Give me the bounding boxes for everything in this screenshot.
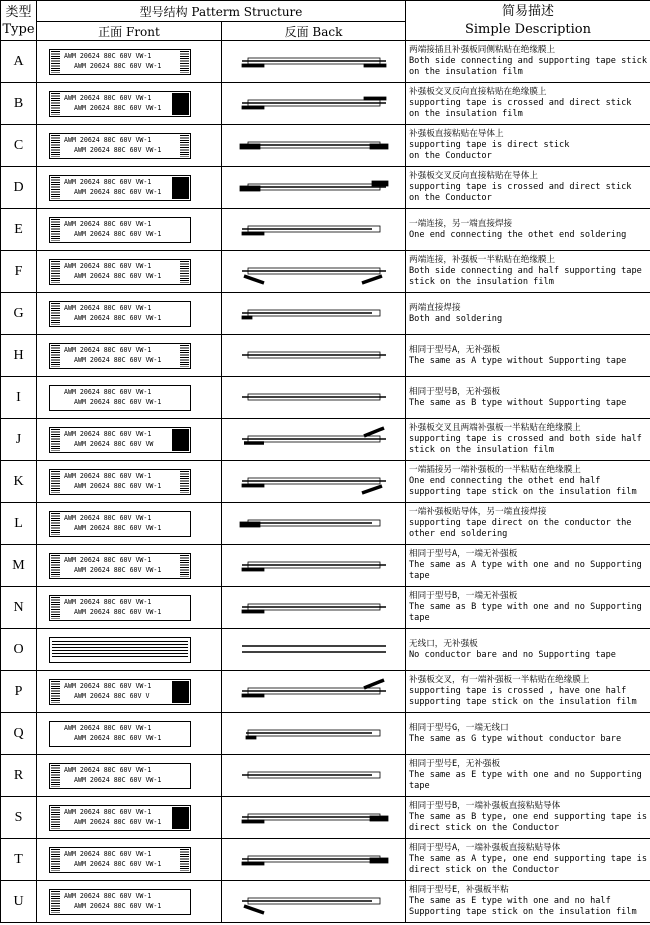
type-code: S bbox=[1, 797, 37, 839]
ffc-front-drawing bbox=[49, 217, 191, 243]
front-view-cell bbox=[37, 629, 222, 671]
description-header-cn: 简易描述 bbox=[501, 3, 554, 19]
ffc-front-drawing bbox=[49, 259, 191, 285]
ffc-front-drawing bbox=[49, 175, 191, 201]
back-diagram bbox=[222, 419, 405, 460]
description-line: 两端接插且补强板同侧粘贴在绝缘膜上 bbox=[409, 45, 556, 55]
type-code: A bbox=[1, 41, 37, 83]
description-line: The same as A type with one and no Supporting bbox=[409, 560, 642, 570]
ffc-front-drawing bbox=[49, 91, 191, 117]
back-view-cell bbox=[222, 503, 406, 545]
ffc-marking-line-2: AWM 20624 80C 60V VW-1 bbox=[74, 314, 162, 322]
description-line: The same as B type, one end supporting tape is bbox=[409, 812, 647, 822]
front-view-cell bbox=[37, 713, 222, 755]
back-view-cell bbox=[222, 41, 406, 83]
table-row bbox=[1, 587, 650, 629]
ffc-marking-line-2: AWM 20624 80C 60V VW-1 bbox=[74, 566, 162, 574]
table-row bbox=[1, 671, 650, 713]
back-diagram bbox=[222, 167, 405, 208]
description-cell bbox=[406, 629, 650, 671]
description-cell bbox=[406, 335, 650, 377]
back-diagram bbox=[222, 839, 405, 880]
back-diagram bbox=[222, 587, 405, 628]
table-row bbox=[1, 167, 650, 209]
ffc-marking-line-2: AWM 20624 80C 60V VW-1 bbox=[74, 272, 162, 280]
back-view-cell bbox=[222, 125, 406, 167]
description-header bbox=[406, 1, 650, 41]
contact-stripes-left bbox=[51, 345, 60, 367]
back-diagram bbox=[222, 293, 405, 334]
ffc-front-drawing bbox=[49, 511, 191, 537]
contact-stripes-left bbox=[51, 177, 60, 199]
description-line: 相同于型号B，一端无补强板 bbox=[409, 591, 518, 601]
ffc-front-drawing bbox=[49, 427, 191, 453]
ffc-marking-line-1: AWM 20624 80C 60V VW-1 bbox=[64, 724, 152, 732]
table-row bbox=[1, 209, 650, 251]
description-line: supporting tape is crossed and both side half bbox=[409, 434, 642, 444]
ffc-front-drawing bbox=[49, 133, 191, 159]
front-view-cell bbox=[37, 41, 222, 83]
table-row bbox=[1, 629, 650, 671]
ffc-marking-line-1: AWM 20624 80C 60V VW-1 bbox=[64, 682, 152, 690]
description-line: 补强板交叉反向直接粘贴在绝缘膜上 bbox=[409, 87, 547, 97]
description-line: supporting tape is crossed and direct stick bbox=[409, 182, 632, 192]
type-code: K bbox=[1, 461, 37, 503]
back-view-cell bbox=[222, 335, 406, 377]
ffc-front-drawing bbox=[49, 721, 191, 747]
front-header: 正面 Front bbox=[37, 22, 222, 41]
contact-stripes-left bbox=[51, 471, 60, 493]
table-row bbox=[1, 125, 650, 167]
back-diagram bbox=[222, 335, 405, 376]
ffc-front-drawing bbox=[49, 679, 191, 705]
ffc-marking-line-2: AWM 20624 80C 60V VW-1 bbox=[74, 524, 162, 532]
contact-stripes-left bbox=[51, 513, 60, 535]
contact-stripes-left bbox=[51, 597, 60, 619]
back-view-cell bbox=[222, 797, 406, 839]
back-diagram bbox=[222, 83, 405, 124]
ffc-marking-line-2: AWM 20624 80C 60V VW-1 bbox=[74, 398, 162, 406]
back-diagram bbox=[222, 251, 405, 292]
description-cell bbox=[406, 419, 650, 461]
table-row bbox=[1, 461, 650, 503]
ffc-marking-line-1: AWM 20624 80C 60V VW-1 bbox=[64, 220, 152, 228]
description-line: supporting tape stick on the insulation film bbox=[409, 487, 637, 497]
front-view-cell bbox=[37, 335, 222, 377]
ffc-marking-line-1: AWM 20624 80C 60V VW-1 bbox=[64, 346, 152, 354]
table-row bbox=[1, 797, 650, 839]
contact-stripes-right bbox=[180, 345, 189, 367]
description-cell bbox=[406, 671, 650, 713]
description-line: 相同于型号E，无补强板 bbox=[409, 759, 501, 769]
description-line: 两端连接，补强板一半粘贴在绝缘膜上 bbox=[409, 255, 556, 265]
ffc-marking-line-2: AWM 20624 80C 60V VW-1 bbox=[74, 608, 162, 616]
type-code: J bbox=[1, 419, 37, 461]
type-code: C bbox=[1, 125, 37, 167]
contact-stripes-right bbox=[180, 849, 189, 871]
description-line: 相同于型号B，一端补强板直接粘贴导体 bbox=[409, 801, 561, 811]
front-view-cell bbox=[37, 587, 222, 629]
ffc-marking-line-1: AWM 20624 80C 60V VW-1 bbox=[64, 262, 152, 270]
description-cell bbox=[406, 755, 650, 797]
description-cell bbox=[406, 251, 650, 293]
ffc-front-drawing bbox=[49, 553, 191, 579]
ffc-marking-line-2: AWM 20624 80C 60V VW-1 bbox=[74, 146, 162, 154]
type-code: Q bbox=[1, 713, 37, 755]
description-line: 一端补强板贴导体，另一端直接焊接 bbox=[409, 507, 547, 517]
description-line: Both and soldering bbox=[409, 313, 503, 324]
description-line: on the insulation film bbox=[409, 109, 523, 119]
ffc-marking-line-2: AWM 20624 80C 60V VW-1 bbox=[74, 104, 162, 112]
ffc-marking-line-1: AWM 20624 80C 60V VW-1 bbox=[64, 892, 152, 900]
description-line: direct stick on the Conductor bbox=[409, 823, 560, 833]
description-cell bbox=[406, 83, 650, 125]
description-line: supporting tape stick on the insulation film bbox=[409, 697, 637, 707]
ffc-marking-line-2: AWM 20624 80C 60V VW-1 bbox=[74, 188, 162, 196]
back-diagram bbox=[222, 797, 405, 838]
description-line: The same as B type without Supporting tape bbox=[409, 397, 627, 408]
description-line: The same as A type without Supporting tape bbox=[409, 355, 627, 366]
ffc-marking-line-1: AWM 20624 80C 60V VW-1 bbox=[64, 304, 152, 312]
back-view-cell bbox=[222, 251, 406, 293]
description-line: 相同于型号E，补强板半粘 bbox=[409, 885, 509, 895]
front-view-cell bbox=[37, 503, 222, 545]
ffc-marking-line-1: AWM 20624 80C 60V VW-1 bbox=[64, 850, 152, 858]
front-view-cell bbox=[37, 839, 222, 881]
front-view-cell bbox=[37, 377, 222, 419]
description-line: 一端连接，另一端直接焊接 bbox=[409, 218, 513, 229]
front-view-cell bbox=[37, 797, 222, 839]
contact-stripes-left bbox=[51, 891, 60, 913]
ffc-marking-line-1: AWM 20624 80C 60V VW-1 bbox=[64, 430, 152, 438]
back-diagram bbox=[222, 671, 405, 712]
description-line: Both side connecting and supporting tape stick bbox=[409, 56, 647, 66]
table-row bbox=[1, 755, 650, 797]
table-row bbox=[1, 377, 650, 419]
contact-stripes-left bbox=[51, 681, 60, 703]
ffc-marking-line-1: AWM 20624 80C 60V VW-1 bbox=[64, 52, 152, 60]
back-diagram bbox=[222, 125, 405, 166]
description-line: No conductor bare and no Supporting tape bbox=[409, 649, 616, 660]
back-diagram bbox=[222, 209, 405, 250]
back-view-cell bbox=[222, 755, 406, 797]
ffc-front-drawing bbox=[49, 343, 191, 369]
front-view-cell bbox=[37, 167, 222, 209]
ffc-marking-line-2: AWM 20624 80C 60V VW-1 bbox=[74, 62, 162, 70]
ffc-marking-line-1: AWM 20624 80C 60V VW-1 bbox=[64, 556, 152, 564]
ffc-marking-line-2: AWM 20624 80C 60V V bbox=[74, 692, 150, 700]
description-line: on the Conductor bbox=[409, 151, 492, 161]
description-line: stick on the insulation film bbox=[409, 277, 554, 287]
ffc-marking-line-2: AWM 20624 80C 60V VW-1 bbox=[74, 230, 162, 238]
front-view-cell bbox=[37, 419, 222, 461]
description-cell bbox=[406, 797, 650, 839]
ffc-front-drawing bbox=[49, 763, 191, 789]
table-row bbox=[1, 713, 650, 755]
description-line: direct stick on the Conductor bbox=[409, 865, 560, 875]
front-view-cell bbox=[37, 461, 222, 503]
back-diagram bbox=[222, 377, 405, 418]
description-line: 相同于型号A，一端无补强板 bbox=[409, 549, 518, 559]
description-line: on the insulation film bbox=[409, 67, 523, 77]
description-line: One end connecting the othet end half bbox=[409, 476, 601, 486]
ffc-front-drawing bbox=[49, 301, 191, 327]
description-line: 相同于型号A，一端补强板直接粘贴导体 bbox=[409, 843, 561, 853]
ffc-front-drawing bbox=[49, 49, 191, 75]
table-row bbox=[1, 839, 650, 881]
type-header-cn: 类型 bbox=[5, 4, 32, 20]
back-diagram bbox=[222, 713, 405, 754]
ffc-marking-line-1: AWM 20624 80C 60V VW-1 bbox=[64, 178, 152, 186]
ffc-marking-line-2: AWM 20624 80C 60V VW bbox=[74, 440, 154, 448]
back-view-cell bbox=[222, 167, 406, 209]
description-line: supporting tape is crossed and direct stick bbox=[409, 98, 632, 108]
contact-stripes-left bbox=[51, 555, 60, 577]
front-view-cell bbox=[37, 251, 222, 293]
description-cell bbox=[406, 839, 650, 881]
table-row bbox=[1, 335, 650, 377]
ffc-marking-line-1: AWM 20624 80C 60V VW-1 bbox=[64, 514, 152, 522]
ffc-front-drawing bbox=[49, 889, 191, 915]
back-header: 反面 Back bbox=[222, 22, 406, 41]
table-row bbox=[1, 545, 650, 587]
front-view-cell bbox=[37, 671, 222, 713]
pattern-rows bbox=[1, 41, 650, 923]
type-code: T bbox=[1, 839, 37, 881]
description-line: on the Conductor bbox=[409, 193, 492, 203]
description-cell bbox=[406, 125, 650, 167]
type-code: M bbox=[1, 545, 37, 587]
ffc-marking-line-1: AWM 20624 80C 60V VW-1 bbox=[64, 472, 152, 480]
description-line: supporting tape direct on the conductor the bbox=[409, 518, 632, 528]
back-diagram bbox=[222, 755, 405, 796]
ffc-front-drawing bbox=[49, 385, 191, 411]
front-view-cell bbox=[37, 545, 222, 587]
ffc-marking-line-2: AWM 20624 80C 60V VW-1 bbox=[74, 734, 162, 742]
description-line: The same as A type, one end supporting tape is bbox=[409, 854, 647, 864]
front-view-cell bbox=[37, 209, 222, 251]
contact-stripes-right bbox=[180, 471, 189, 493]
type-code: U bbox=[1, 881, 37, 923]
description-line: 相同于型号A，无补强板 bbox=[409, 344, 501, 355]
ffc-marking-line-2: AWM 20624 80C 60V VW-1 bbox=[74, 902, 162, 910]
back-view-cell bbox=[222, 839, 406, 881]
type-code: B bbox=[1, 83, 37, 125]
ffc-marking-line-2: AWM 20624 80C 60V VW-1 bbox=[74, 776, 162, 784]
front-view-cell bbox=[37, 755, 222, 797]
back-view-cell bbox=[222, 419, 406, 461]
back-diagram bbox=[222, 461, 405, 502]
back-view-cell bbox=[222, 83, 406, 125]
contact-stripes-left bbox=[51, 429, 60, 451]
description-line: 补强板交叉，有一端补强板一半粘贴在绝缘膜上 bbox=[409, 675, 590, 685]
front-view-cell bbox=[37, 881, 222, 923]
ffc-marking-line-2: AWM 20624 80C 60V VW-1 bbox=[74, 860, 162, 868]
back-diagram bbox=[222, 881, 405, 922]
structure-header: 型号结构 Patterm Structure bbox=[37, 1, 406, 22]
description-line: The same as G type without conductor bare bbox=[409, 733, 622, 744]
description-cell bbox=[406, 377, 650, 419]
type-code: R bbox=[1, 755, 37, 797]
description-cell bbox=[406, 881, 650, 923]
contact-stripes-right bbox=[180, 51, 189, 73]
back-view-cell bbox=[222, 293, 406, 335]
description-cell bbox=[406, 461, 650, 503]
description-cell bbox=[406, 587, 650, 629]
contact-stripes-left bbox=[51, 51, 60, 73]
description-line: 补强板交叉且两端补强板一半粘贴在绝缘膜上 bbox=[409, 423, 581, 433]
ffc-marking-line-2: AWM 20624 80C 60V VW-1 bbox=[74, 818, 162, 826]
back-view-cell bbox=[222, 671, 406, 713]
front-view-cell bbox=[37, 125, 222, 167]
table-row bbox=[1, 83, 650, 125]
table-row bbox=[1, 419, 650, 461]
front-view-cell bbox=[37, 83, 222, 125]
back-view-cell bbox=[222, 713, 406, 755]
description-line: 补强板直接粘贴在导体上 bbox=[409, 129, 504, 139]
bare-conductor-lines bbox=[52, 641, 188, 659]
description-cell bbox=[406, 503, 650, 545]
type-code: O bbox=[1, 629, 37, 671]
type-code: E bbox=[1, 209, 37, 251]
back-diagram bbox=[222, 503, 405, 544]
ffc-marking-line-1: AWM 20624 80C 60V VW-1 bbox=[64, 598, 152, 606]
description-line: 相同于型号B，无补强板 bbox=[409, 386, 501, 397]
description-cell bbox=[406, 209, 650, 251]
ffc-marking-line-1: AWM 20624 80C 60V VW-1 bbox=[64, 388, 152, 396]
contact-stripes-left bbox=[51, 261, 60, 283]
description-cell bbox=[406, 41, 650, 83]
type-header bbox=[1, 1, 37, 41]
description-cell bbox=[406, 293, 650, 335]
contact-stripes-left bbox=[51, 135, 60, 157]
ffc-front-drawing bbox=[49, 805, 191, 831]
description-line: The same as E type with one and no half bbox=[409, 896, 611, 906]
type-code: F bbox=[1, 251, 37, 293]
table-row bbox=[1, 41, 650, 83]
description-cell bbox=[406, 713, 650, 755]
description-cell bbox=[406, 167, 650, 209]
description-line: supporting tape is crossed , have one half bbox=[409, 686, 627, 696]
type-code: H bbox=[1, 335, 37, 377]
back-view-cell bbox=[222, 881, 406, 923]
back-view-cell bbox=[222, 545, 406, 587]
back-diagram bbox=[222, 629, 405, 670]
ffc-marking-line-1: AWM 20624 80C 60V VW-1 bbox=[64, 136, 152, 144]
description-line: tape bbox=[409, 781, 430, 791]
description-line: The same as B type with one and no Supporting bbox=[409, 602, 642, 612]
description-line: 无线口，无补强板 bbox=[409, 638, 478, 649]
description-line: One end connecting the othet end soldering bbox=[409, 229, 627, 240]
description-line: 相同于型号G，一端无线口 bbox=[409, 722, 509, 733]
description-line: supporting tape is direct stick bbox=[409, 140, 570, 150]
back-view-cell bbox=[222, 461, 406, 503]
contact-stripes-left bbox=[51, 807, 60, 829]
description-line: 两端直接焊接 bbox=[409, 302, 461, 313]
ffc-front-drawing bbox=[49, 637, 191, 663]
type-code: P bbox=[1, 671, 37, 713]
contact-stripes-left bbox=[51, 849, 60, 871]
contact-stripes-right bbox=[180, 135, 189, 157]
ffc-marking-line-2: AWM 20624 80C 60V VW-1 bbox=[74, 482, 162, 490]
description-line: stick on the insulation film bbox=[409, 445, 554, 455]
back-view-cell bbox=[222, 209, 406, 251]
table-row bbox=[1, 293, 650, 335]
front-view-cell bbox=[37, 293, 222, 335]
table-row bbox=[1, 503, 650, 545]
type-code: N bbox=[1, 587, 37, 629]
contact-stripes-right bbox=[180, 555, 189, 577]
description-line: tape bbox=[409, 571, 430, 581]
ffc-marking-line-1: AWM 20624 80C 60V VW-1 bbox=[64, 766, 152, 774]
description-header-en: Simple Description bbox=[464, 21, 592, 37]
description-line: Both side connecting and half supporting tape bbox=[409, 266, 642, 276]
description-line: The same as E type with one and no Supporting bbox=[409, 770, 642, 780]
contact-stripes-left bbox=[51, 219, 60, 241]
back-view-cell bbox=[222, 377, 406, 419]
ffc-marking-line-1: AWM 20624 80C 60V VW-1 bbox=[64, 94, 152, 102]
description-line: tape bbox=[409, 613, 430, 623]
back-diagram bbox=[222, 41, 405, 82]
contact-stripes-left bbox=[51, 93, 60, 115]
contact-stripes-left bbox=[51, 765, 60, 787]
type-code: L bbox=[1, 503, 37, 545]
ffc-marking-line-1: AWM 20624 80C 60V VW-1 bbox=[64, 808, 152, 816]
back-view-cell bbox=[222, 629, 406, 671]
contact-stripes-left bbox=[51, 303, 60, 325]
table-row bbox=[1, 251, 650, 293]
ffc-front-drawing bbox=[49, 595, 191, 621]
back-diagram bbox=[222, 545, 405, 586]
description-line: Supporting tape stick on the insulation film bbox=[409, 907, 637, 917]
contact-stripes-right bbox=[180, 261, 189, 283]
description-cell bbox=[406, 545, 650, 587]
ffc-front-drawing bbox=[49, 469, 191, 495]
type-header-en: Type bbox=[2, 21, 35, 37]
table-row bbox=[1, 881, 650, 923]
description-line: 补强板交叉反向直接粘贴在导体上 bbox=[409, 171, 538, 181]
ffc-front-drawing bbox=[49, 847, 191, 873]
type-code: D bbox=[1, 167, 37, 209]
type-code: G bbox=[1, 293, 37, 335]
back-view-cell bbox=[222, 587, 406, 629]
description-line: other end soldering bbox=[409, 529, 508, 539]
ffc-marking-line-2: AWM 20624 80C 60V VW-1 bbox=[74, 356, 162, 364]
type-code: I bbox=[1, 377, 37, 419]
description-line: 一端插接另一端补强板的一半粘贴在绝缘膜上 bbox=[409, 465, 581, 475]
